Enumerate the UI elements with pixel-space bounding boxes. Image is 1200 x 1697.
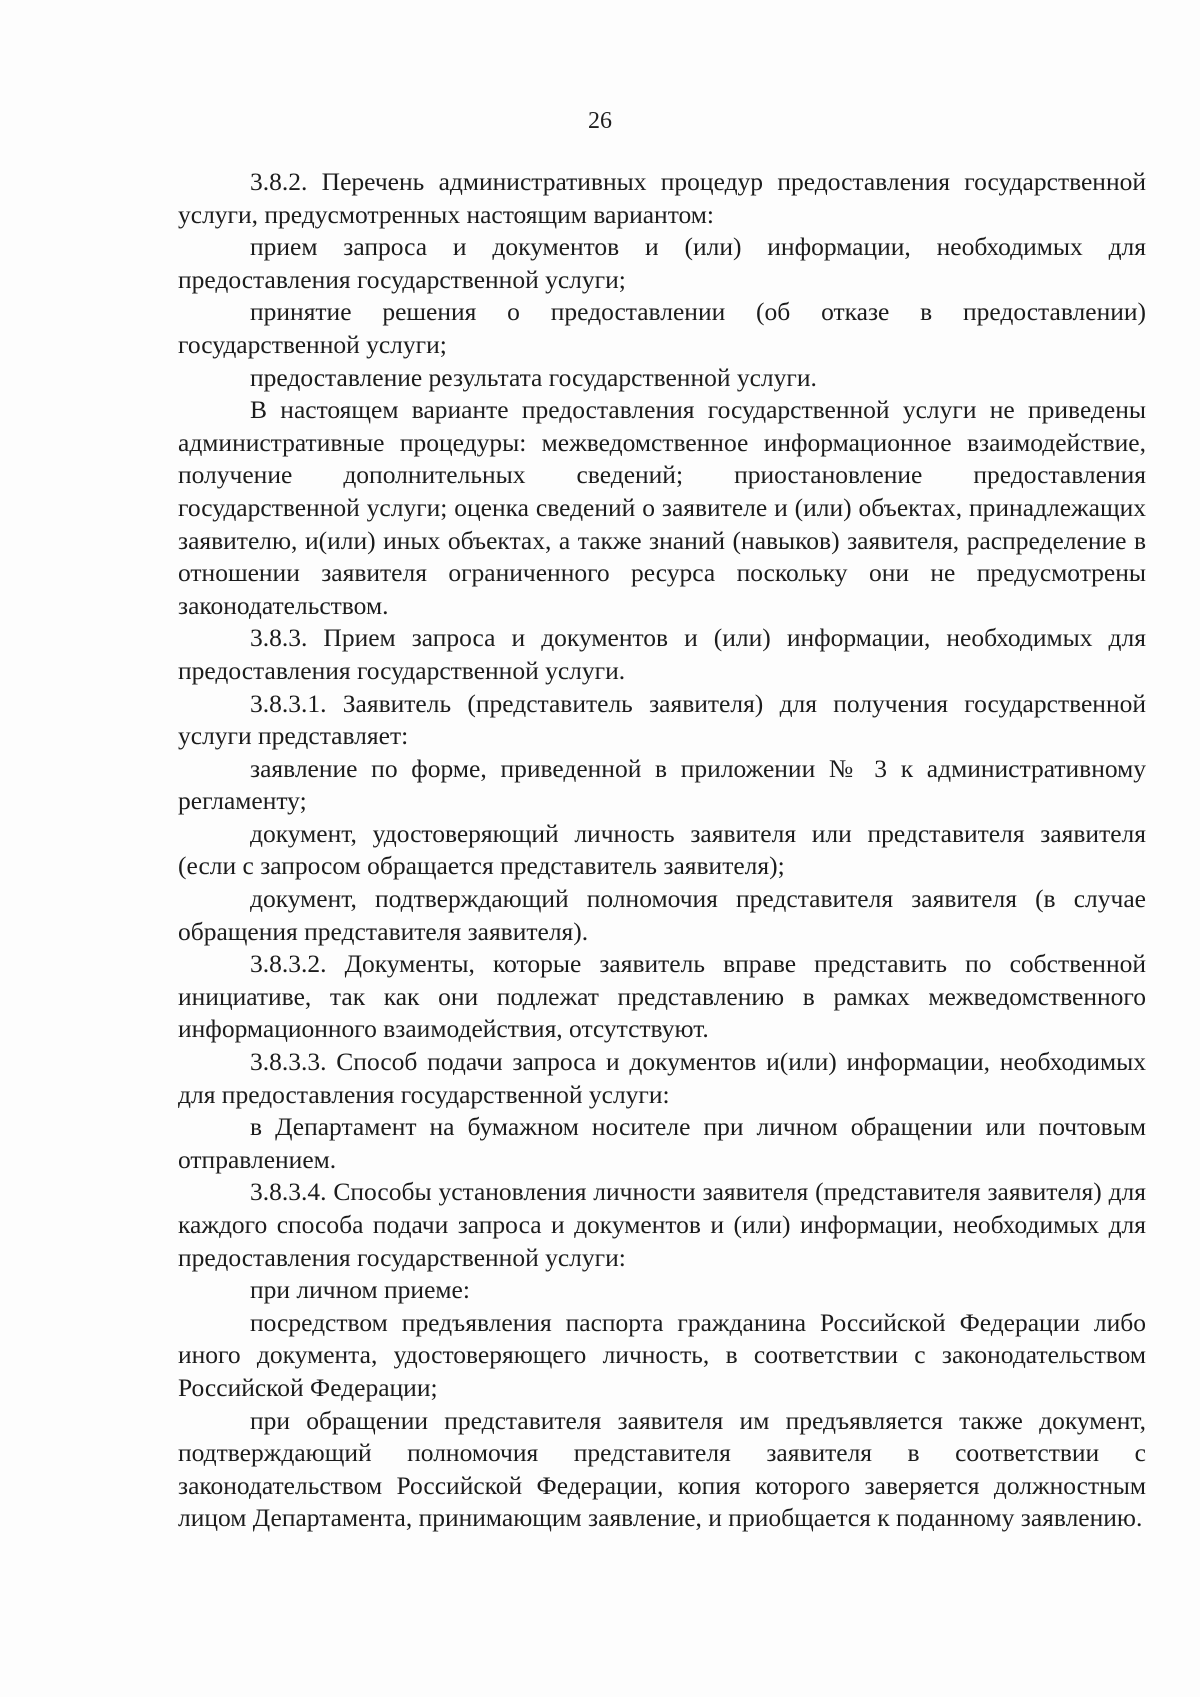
paragraph-3-8-3-1: 3.8.3.1. Заявитель (представитель заявителя) для получения государственной услуги представляет:	[178, 688, 1146, 751]
paragraph-procedure-receive: прием запроса и документов и (или) информации, необходимых для предоставления государственной услуги;	[178, 232, 1146, 294]
paragraph-passport: посредством предъявления паспорта гражданина Российской Федерации либо иного документа, удостоверяющего личность, в соответствии с законодательством Российской Федерации;	[178, 1307, 1146, 1402]
paragraph-3-8-3-2: 3.8.3.2. Документы, которые заявитель вправе представить по собственной инициативе, так как они подлежат представлению в рамках межведомственного информационного взаимодействия, отсутствуют.	[178, 949, 1146, 1044]
page-number: 26	[588, 108, 612, 134]
paragraph-application-form: заявление по форме, приведенной в приложении № 3 к административному регламенту;	[178, 753, 1146, 816]
paragraph-not-included-procedures: В настоящем варианте предоставления государственной услуги не приведены административные процедуры: межведомственное информационное взаимодействие, получение дополнительных сведений; приостановление предоставления государственной услуги; оценка сведений о заявителе и (или) объектах, принадлежащих заявителю, и(или) иных объектах, а также знаний (навыков) заявителя, распределение в отношении заявителя ограниченного ресурса поскольку они не предусмотрены законодательством.	[178, 395, 1146, 620]
paragraph-submission-method: в Департамент на бумажном носителе при личном обращении или почтовым отправлением.	[178, 1112, 1146, 1174]
paragraph-representative: при обращении представителя заявителя им предъявляется также документ, подтверждающий полномочия представителя заявителя в соответствии с законодательством Российской Федерации, копия которого заверяется должностным лицом Департамента, принимающим заявление, и приобщается к поданному заявлению.	[178, 1405, 1146, 1533]
document-body	[178, 166, 1146, 1535]
paragraph-procedure-result: предоставление результата государственной услуги.	[250, 362, 817, 392]
paragraph-in-person: при личном приеме:	[250, 1275, 470, 1305]
paragraph-3-8-3-3: 3.8.3.3. Способ подачи запроса и документов и(или) информации, необходимых для предоставления государственной услуги:	[178, 1047, 1146, 1109]
paragraph-3-8-3-4: 3.8.3.4. Способы установления личности заявителя (представителя заявителя) для каждого способа подачи запроса и документов и (или) информации, необходимых для предоставления государственной услуги:	[178, 1177, 1146, 1272]
paragraph-3-8-3: 3.8.3. Прием запроса и документов и (или) информации, необходимых для предоставления государственной услуги.	[178, 623, 1146, 685]
paragraph-authority-document: документ, подтверждающий полномочия представителя заявителя (в случае обращения представителя заявителя).	[178, 884, 1146, 946]
paragraph-identity-document: документ, удостоверяющий личность заявителя или представителя заявителя (если с запросом обращается представитель заявителя);	[178, 818, 1146, 881]
paragraph-procedure-decision: принятие решения о предоставлении (об отказе в предоставлении) государственной услуги;	[178, 297, 1146, 359]
paragraph-3-8-2: 3.8.2. Перечень административных процедур предоставления государственной услуги, предусмотренных настоящим вариантом:	[178, 167, 1146, 229]
